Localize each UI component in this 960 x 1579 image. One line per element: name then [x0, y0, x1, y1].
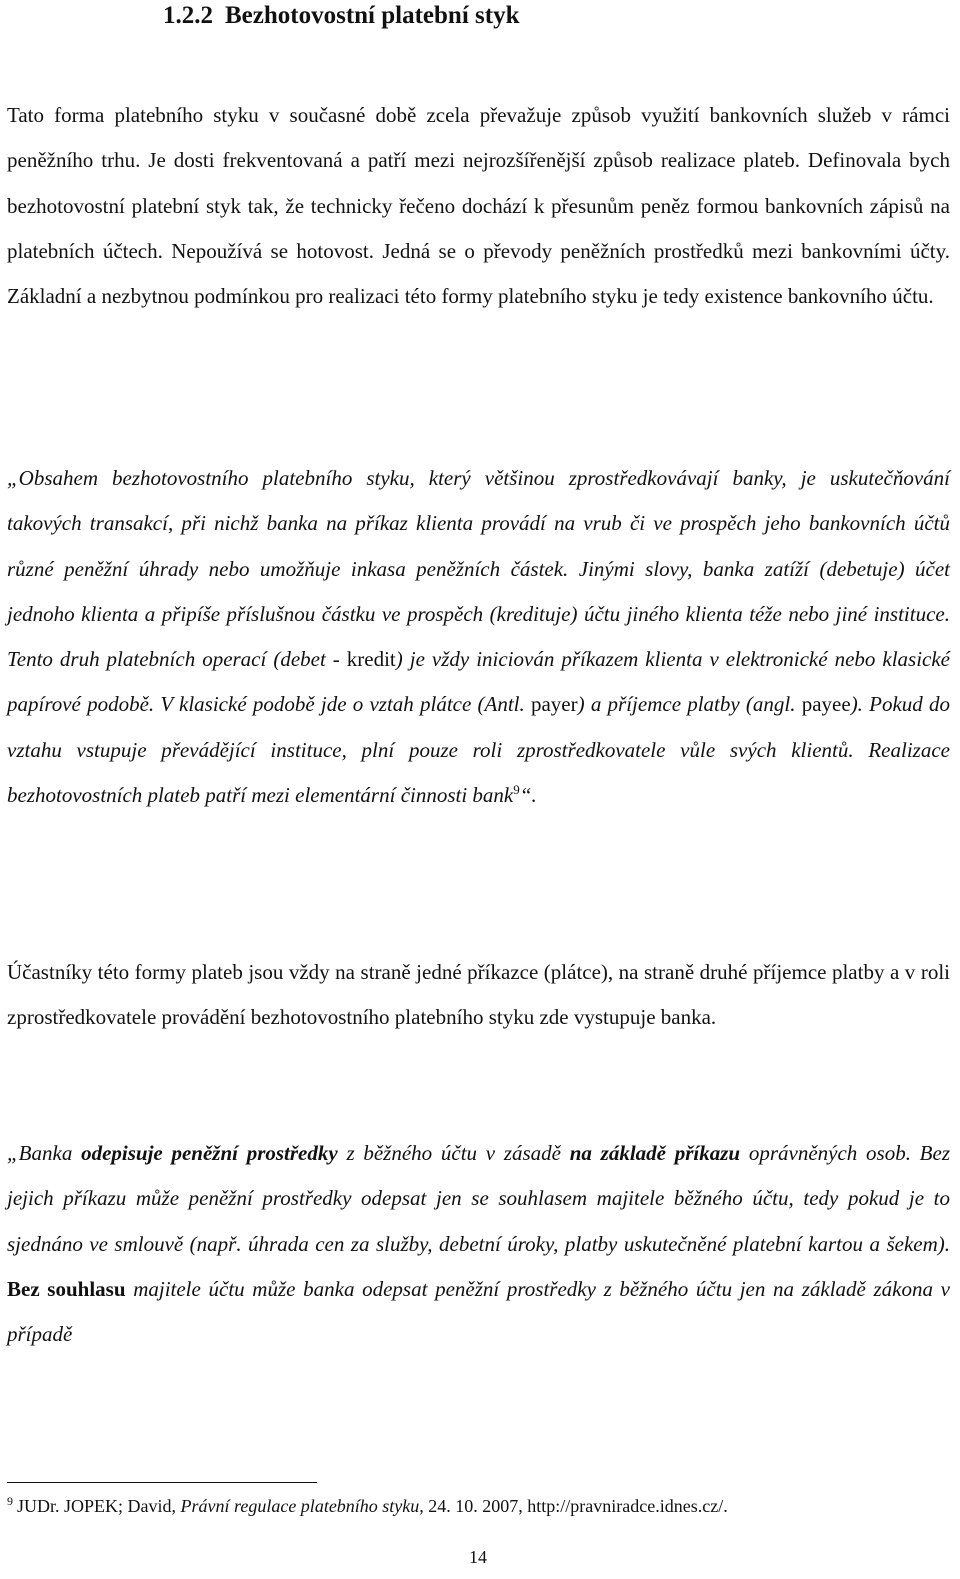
section-title: Bezhotovostní platební styk [225, 2, 520, 29]
quote-2-text-d: majitele účtu může banka odepsat peněžní prostředky z běžného účtu jen na základě zákona v případě [7, 1276, 950, 1347]
quote-2-text-a: „Banka [7, 1141, 82, 1165]
quote-1-payee: payee [801, 692, 851, 717]
quote-1-text-a: „Obsahem bezhotovostního platebního styku, který většinou zprostředkovávají banky, je uskutečňování takových transakcí, při nichž banka na příkaz klienta provádí na vrub či ve prospěch jeho bankovních účtů různé peněžní úhrady nebo umožňuje inkasa peněžních částek. Jinými slovy, banka zatíží (debetuje) účet jednoho klienta a připíše příslušnou částku ve prospěch (kredituje) účtu jiného klienta téže nebo jiné instituce. Tento druh platebních operací (debet - [7, 466, 950, 672]
quote-1-text-c: ) a příjemce platby (angl. [577, 692, 802, 717]
quote-paragraph-2 [7, 1131, 950, 1357]
quote-paragraph-1 [7, 456, 950, 818]
footnote-divider [7, 1482, 317, 1483]
footnote-title: Právní regulace platebního styku, [180, 1496, 424, 1516]
quote-2-bold-b: na základě příkazu [569, 1141, 741, 1165]
quote-2-bold-c: Bez souhlasu [7, 1276, 126, 1301]
quote-1-payer: payer [530, 692, 578, 717]
paragraph-intro: Tato forma platebního styku v současné době zcela převažuje způsob využití bankovních služeb v rámci peněžního trhu. Je dosti frekventovaná a patří mezi nejrozšířenější způsob realizace plateb. Definovala bych bezhotovostní platební styk tak, že technicky řečeno dochází k přesunům peněz formou bankovních zápisů na platebních účtech. Nepoužívá se hotovost. Jedná se o převody peněžních prostředků mezi bankovními účty. Základní a nezbytnou podmínkou pro realizaci této formy platebního styku je tedy existence bankovního účtu. [7, 103, 950, 309]
footnote-author: JUDr. JOPEK; David, [17, 1496, 181, 1516]
page-number: 14 [469, 1547, 487, 1567]
footnote-number: 9 [7, 1494, 13, 1508]
section-heading [163, 0, 519, 32]
paragraph-participants: Účastníky této formy plateb jsou vždy na straně jedné příkazce (plátce), na straně druhé příjemce platby a v roli zprostředkovatele provádění bezhotovostního platebního styku zde vystupuje banka. [7, 960, 950, 1030]
quote-2-text-c: oprávněných osob. Bez jejich příkazu může peněžní prostředky odepsat jen se souhlasem majitele běžného účtu, tedy pokud je to sjednáno ve smlouvě (např. úhrada cen za služby, debetní úroky, platby uskutečněné platební kartou a šekem). [7, 1141, 950, 1256]
quote-2-text-b: z běžného účtu v zásadě [337, 1141, 570, 1165]
footnote-details: 24. 10. 2007, http://pravniradce.idnes.cz/. [423, 1496, 728, 1516]
footnote [7, 1494, 728, 1518]
quote-2-bold-a: odepisuje peněžní prostředky [81, 1141, 338, 1165]
quote-1-text-d: ). Pokud do vztahu vstupuje převádějící instituce, plní pouze roli zprostředkovatele vůle svých klientů. Realizace bezhotovostních plateb patří mezi elementární činnosti bank [7, 692, 951, 808]
footnote-reference: 9 [513, 782, 520, 798]
quote-1-kredit: kredit [346, 647, 396, 672]
section-number: 1.2.2 [163, 2, 213, 29]
quote-1-text-b: ) je vždy iniciován příkazem klienta v elektronické nebo klasické papírové podobě. V klasické podobě jde o vztah plátce (Antl. [7, 647, 950, 717]
quote-1-text-e: “. [519, 783, 537, 808]
